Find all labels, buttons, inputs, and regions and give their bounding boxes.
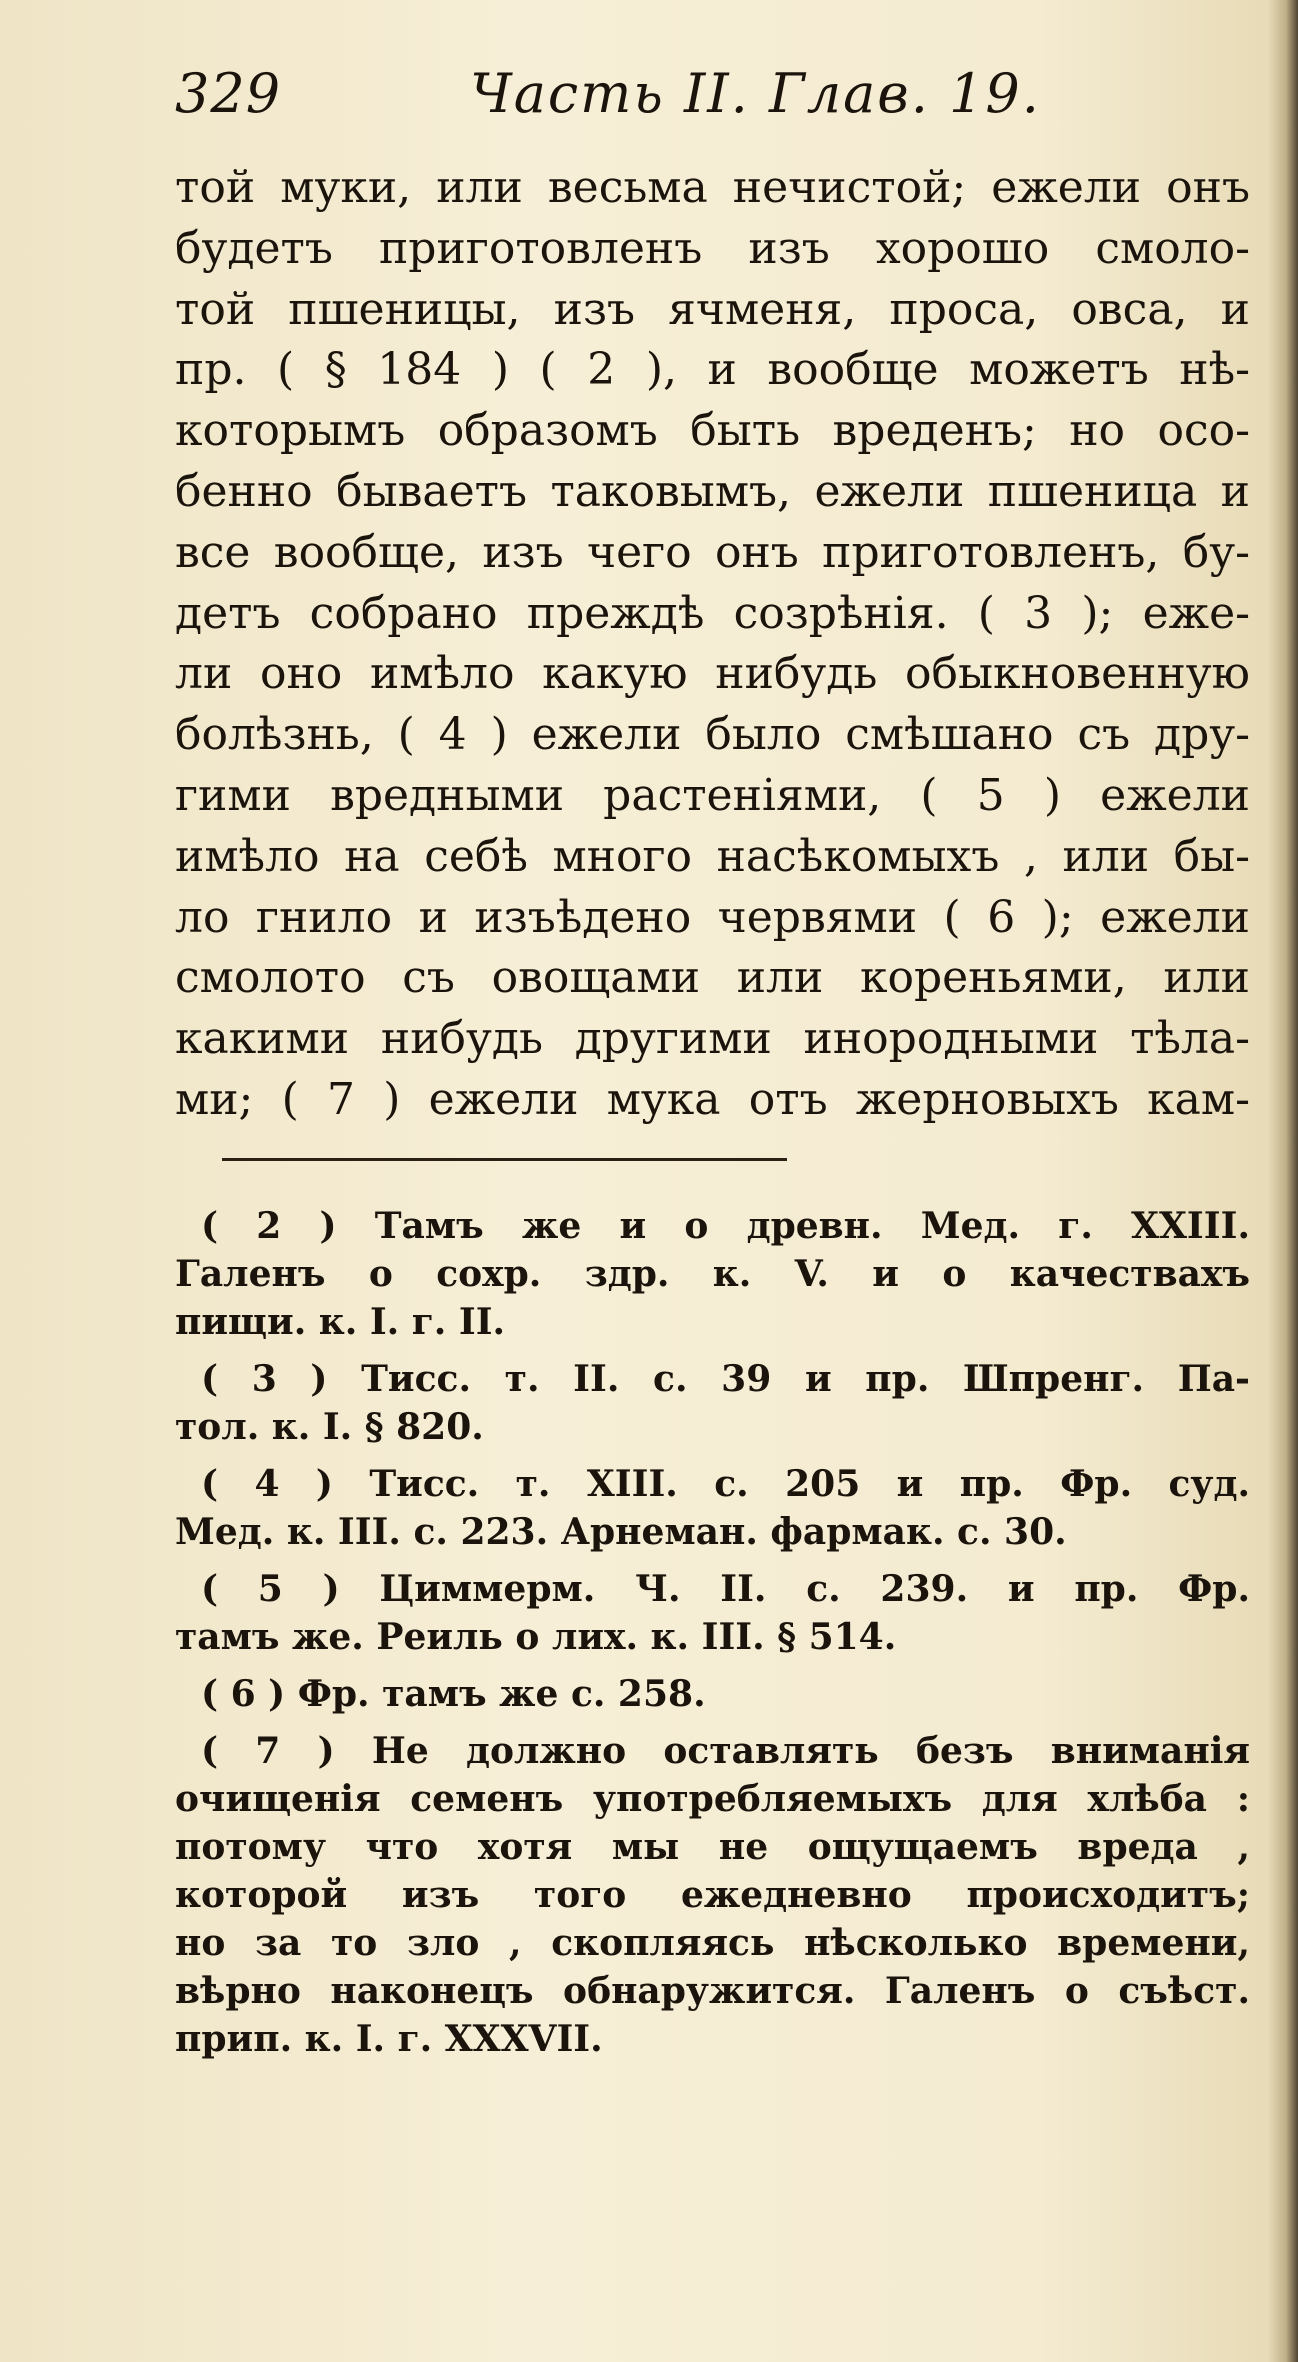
footnote-line: Галенъ о сохр. здр. к. V. и о качествахъ xyxy=(175,1253,1250,1295)
footnote-line: ( 6 ) Фр. тамъ же с. 258. xyxy=(201,1673,706,1715)
text-line: той муки, или весьма нечистой; ежели онъ xyxy=(175,162,1250,213)
footnote-line: ( 2 ) Тамъ же и о древн. Мед. г. XXIII. xyxy=(201,1205,1250,1247)
footnote-3 xyxy=(175,1355,1250,1451)
footnote-line: вѣрно наконецъ обнаружится. Галенъ о съѣст. xyxy=(175,1970,1250,2012)
text-line: гими вредными растеніями, ( 5 ) ежели xyxy=(175,769,1250,821)
text-line: которымъ образомъ быть вреденъ; но осо- xyxy=(175,405,1250,457)
footnote-line: пищи. к. I. г. II. xyxy=(175,1301,506,1343)
text-line: все вообще, изъ чего онъ приготовленъ, бу- xyxy=(175,526,1250,578)
text-line: ли оно имѣло какую нибудь обыкновенную xyxy=(175,648,1250,700)
text-line: какими нибудь другими инородными тѣла- xyxy=(175,1013,1250,1065)
footnote-2 xyxy=(175,1202,1250,1346)
footnote-line: ( 5 ) Циммерм. Ч. II. с. 239. и пр. Фр. xyxy=(201,1568,1250,1610)
text-line: будетъ приготовленъ изъ хорошо смоло- xyxy=(175,222,1250,274)
text-line: ло гнило и изъѣдено червями ( 6 ); ежели xyxy=(175,891,1250,943)
footnote-line: но за то зло , скопляясь нѣсколько времени, xyxy=(175,1922,1250,1964)
footnote-5 xyxy=(175,1565,1250,1661)
main-text xyxy=(175,158,1250,1131)
text-line: имѣло на себѣ много насѣкомыхъ , или бы- xyxy=(175,830,1250,882)
footnote-line: которой изъ того ежедневно происходитъ; xyxy=(175,1874,1250,1916)
footnote-line: тол. к. I. § 820. xyxy=(175,1406,484,1448)
text-line: пр. ( § 184 ) ( 2 ), и вообще можетъ нѣ- xyxy=(175,344,1250,396)
text-line: болѣзнь, ( 4 ) ежели было смѣшано съ дру- xyxy=(175,709,1250,761)
text-line: детъ собрано преждѣ созрѣнія. ( 3 ); еже- xyxy=(175,587,1250,639)
footnote-4 xyxy=(175,1460,1250,1556)
footnote-divider xyxy=(222,1158,787,1161)
footnotes xyxy=(175,1202,1250,2072)
footnote-line: Мед. к. III. с. 223. Арнеман. фармак. с. 30. xyxy=(175,1511,1067,1553)
footnote-line: потому что хотя мы не ощущаемъ вреда , xyxy=(175,1826,1250,1868)
page-edge-shadow xyxy=(1268,0,1298,2362)
running-head: Часть II. Глав. 19. xyxy=(470,62,1041,125)
text-line: той пшеницы, изъ ячменя, проса, овса, и xyxy=(175,283,1250,335)
page-header xyxy=(175,62,1178,142)
page-number: 329 xyxy=(175,62,282,125)
footnote-line: прип. к. I. г. XXXVII. xyxy=(175,2018,603,2060)
footnote-line: ( 4 ) Тисс. т. XIII. с. 205 и пр. Фр. суд. xyxy=(201,1463,1250,1505)
footnote-line: тамъ же. Реиль о лих. к. III. § 514. xyxy=(175,1616,897,1658)
footnote-line: ( 3 ) Тисс. т. II. с. 39 и пр. Шпренг. Па- xyxy=(201,1358,1250,1400)
footnote-line: очищенія семенъ употребляемыхъ для хлѣба : xyxy=(175,1778,1250,1820)
text-line: смолото съ овощами или кореньями, или xyxy=(175,952,1250,1004)
footnote-6 xyxy=(175,1670,1250,1718)
text-line: ми; ( 7 ) ежели мука отъ жерновыхъ кам- xyxy=(175,1073,1250,1125)
footnote-7 xyxy=(175,1727,1250,2063)
text-line: бенно бываетъ таковымъ, ежели пшеница и xyxy=(175,465,1250,517)
footnote-line: ( 7 ) Не должно оставлять безъ вниманія xyxy=(201,1730,1250,1772)
